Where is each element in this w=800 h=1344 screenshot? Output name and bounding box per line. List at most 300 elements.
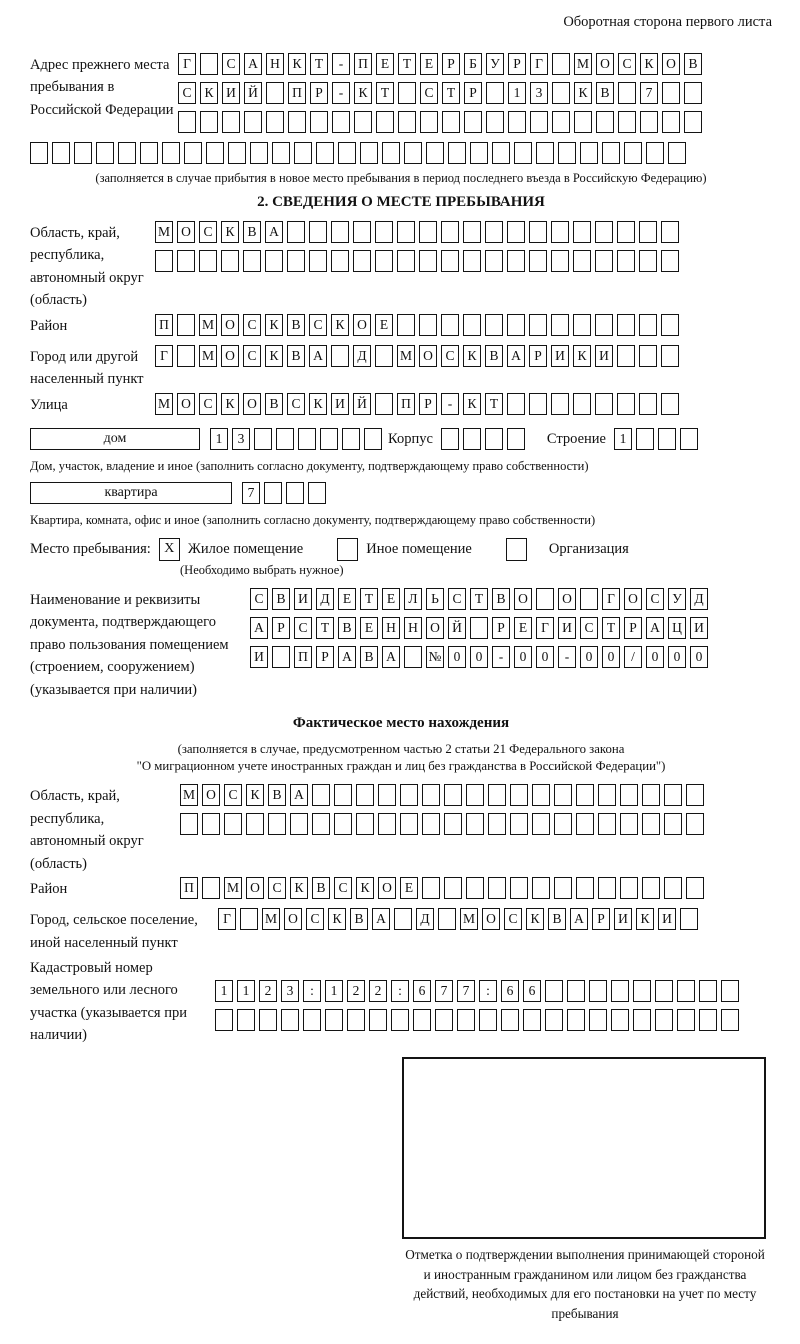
page-header-note: Оборотная сторона первого листа <box>563 14 772 30</box>
char-box <box>184 142 202 164</box>
region-row-1 <box>155 221 683 244</box>
actual-region-row-1 <box>180 784 708 807</box>
char-box: В <box>492 588 510 610</box>
char-box: / <box>624 646 642 668</box>
char-box: И <box>658 908 676 930</box>
char-box: М <box>199 345 217 367</box>
char-box: О <box>177 221 195 243</box>
char-box: К <box>328 908 346 930</box>
char-box: А <box>290 784 308 806</box>
char-box <box>244 111 262 133</box>
char-box: К <box>636 908 654 930</box>
char-box <box>250 142 268 164</box>
char-box <box>618 82 636 104</box>
char-box <box>639 314 657 336</box>
actual-location-note-1: (заполняется в случае, предусмотренном частью 2 статьи 21 Федерального закона <box>177 742 625 757</box>
stamp-box <box>402 1057 766 1239</box>
char-box: Ц <box>668 617 686 639</box>
char-box <box>266 82 284 104</box>
house-block <box>30 428 772 457</box>
char-box: : <box>479 980 497 1002</box>
char-box: Й <box>353 393 371 415</box>
char-box <box>215 1009 233 1031</box>
char-box <box>378 784 396 806</box>
char-box <box>272 142 290 164</box>
char-box <box>400 784 418 806</box>
char-box: К <box>574 82 592 104</box>
char-box: В <box>485 345 503 367</box>
char-box: Д <box>416 908 434 930</box>
char-box: И <box>614 908 632 930</box>
cadastre-row-2 <box>215 1009 743 1032</box>
document-block <box>30 588 772 701</box>
char-box: Е <box>375 314 393 336</box>
char-box <box>552 53 570 75</box>
char-box <box>334 813 352 835</box>
char-box <box>486 82 504 104</box>
char-box: Е <box>514 617 532 639</box>
char-box: Т <box>470 588 488 610</box>
document-row-1 <box>250 588 712 611</box>
char-box <box>200 111 218 133</box>
char-box <box>510 813 528 835</box>
char-box <box>486 111 504 133</box>
char-box <box>686 813 704 835</box>
char-box: К <box>356 877 374 899</box>
char-box: 7 <box>435 980 453 1002</box>
char-box: Д <box>353 345 371 367</box>
char-box: 1 <box>614 428 632 450</box>
char-box: В <box>338 617 356 639</box>
char-box <box>633 1009 651 1031</box>
char-box <box>686 877 704 899</box>
street-row <box>155 393 683 416</box>
char-box <box>375 345 393 367</box>
apartment-box-label: квартира <box>30 482 232 504</box>
char-box <box>558 142 576 164</box>
char-box <box>463 221 481 243</box>
char-box <box>338 142 356 164</box>
char-box <box>376 111 394 133</box>
char-box <box>552 111 570 133</box>
char-box: Р <box>442 53 460 75</box>
char-box <box>633 980 651 1002</box>
char-box <box>576 784 594 806</box>
document-row-2 <box>250 617 712 640</box>
char-box <box>364 428 382 450</box>
char-box: Г <box>602 588 620 610</box>
char-box <box>485 250 503 272</box>
char-box <box>529 250 547 272</box>
char-box <box>342 428 360 450</box>
char-box: 6 <box>501 980 519 1002</box>
char-box <box>457 1009 475 1031</box>
char-box: О <box>426 617 444 639</box>
char-box <box>620 813 638 835</box>
char-box <box>611 1009 629 1031</box>
char-box <box>640 111 658 133</box>
char-box: К <box>221 221 239 243</box>
char-box: А <box>646 617 664 639</box>
char-box <box>617 221 635 243</box>
stay-type-option-organization: Организация <box>548 540 629 557</box>
char-box: С <box>309 314 327 336</box>
char-box <box>611 980 629 1002</box>
char-box: Ь <box>426 588 444 610</box>
char-box: С <box>178 82 196 104</box>
char-box <box>162 142 180 164</box>
char-box <box>243 250 261 272</box>
char-box <box>686 784 704 806</box>
char-box <box>177 250 195 272</box>
char-box: Е <box>382 588 400 610</box>
char-box <box>331 250 349 272</box>
char-box <box>266 111 284 133</box>
char-box: 0 <box>602 646 620 668</box>
char-box <box>206 142 224 164</box>
char-box <box>529 393 547 415</box>
char-box: М <box>574 53 592 75</box>
char-box <box>589 1009 607 1031</box>
char-box: С <box>504 908 522 930</box>
char-box: А <box>265 221 283 243</box>
char-box <box>642 877 660 899</box>
char-box: В <box>312 877 330 899</box>
char-box <box>664 784 682 806</box>
char-box <box>646 142 664 164</box>
char-box <box>617 345 635 367</box>
char-box <box>422 877 440 899</box>
char-box: Т <box>376 82 394 104</box>
char-box: К <box>526 908 544 930</box>
char-box <box>532 784 550 806</box>
char-box <box>470 617 488 639</box>
char-box <box>118 142 136 164</box>
char-box <box>523 1009 541 1031</box>
char-box: П <box>294 646 312 668</box>
char-box: И <box>551 345 569 367</box>
char-box: Д <box>316 588 334 610</box>
char-box: О <box>662 53 680 75</box>
actual-city-block <box>30 908 772 954</box>
char-box: Р <box>529 345 547 367</box>
char-box: Г <box>155 345 173 367</box>
char-box: 1 <box>237 980 255 1002</box>
char-box <box>661 221 679 243</box>
char-box: В <box>684 53 702 75</box>
char-box: У <box>668 588 686 610</box>
char-box <box>52 142 70 164</box>
char-box <box>312 784 330 806</box>
char-box <box>699 980 717 1002</box>
char-box: П <box>155 314 173 336</box>
char-box <box>573 314 591 336</box>
char-box <box>580 588 598 610</box>
char-box: К <box>640 53 658 75</box>
char-box <box>398 111 416 133</box>
char-box <box>642 784 660 806</box>
char-box: С <box>306 908 324 930</box>
stay-type-option-other: Иное помещение <box>366 540 472 557</box>
char-box: Р <box>464 82 482 104</box>
char-box: К <box>200 82 218 104</box>
char-box <box>290 813 308 835</box>
char-box <box>510 784 528 806</box>
char-box <box>721 1009 739 1031</box>
char-box <box>441 250 459 272</box>
actual-region-row-2 <box>180 813 708 836</box>
char-box <box>466 877 484 899</box>
char-box <box>658 428 676 450</box>
char-box <box>488 877 506 899</box>
char-box <box>155 250 173 272</box>
prev-address-row-1 <box>178 53 706 76</box>
char-box: Н <box>382 617 400 639</box>
stay-type-checkbox-other <box>337 538 358 561</box>
char-box: А <box>338 646 356 668</box>
char-box <box>551 314 569 336</box>
char-box <box>639 345 657 367</box>
char-box <box>332 111 350 133</box>
char-box: 0 <box>580 646 598 668</box>
char-box <box>310 111 328 133</box>
char-box <box>661 393 679 415</box>
char-box <box>441 428 459 450</box>
char-box <box>573 250 591 272</box>
char-box: 3 <box>530 82 548 104</box>
char-box: Р <box>508 53 526 75</box>
char-box <box>303 1009 321 1031</box>
char-box <box>265 250 283 272</box>
char-box <box>554 877 572 899</box>
char-box <box>397 314 415 336</box>
char-box <box>397 221 415 243</box>
char-box <box>272 646 290 668</box>
char-box: В <box>360 646 378 668</box>
char-box: № <box>426 646 444 668</box>
char-box: Т <box>360 588 378 610</box>
char-box: И <box>222 82 240 104</box>
char-box <box>677 980 695 1002</box>
char-box: 6 <box>413 980 431 1002</box>
char-box <box>567 1009 585 1031</box>
char-box: С <box>224 784 242 806</box>
char-box <box>530 111 548 133</box>
char-box <box>551 393 569 415</box>
char-box: К <box>288 53 306 75</box>
char-box <box>536 588 554 610</box>
char-box: М <box>180 784 198 806</box>
char-box: О <box>482 908 500 930</box>
char-box <box>551 250 569 272</box>
char-box <box>419 250 437 272</box>
document-label: Наименование и реквизиты документа, подтверждающего право пользования помещением (строением, сооружением) (указывается при наличии) <box>30 591 229 698</box>
char-box <box>254 428 272 450</box>
char-box: Р <box>419 393 437 415</box>
stay-type-option-residential: Жилое помещение <box>187 540 304 557</box>
char-box <box>620 877 638 899</box>
section2-title: 2. СВЕДЕНИЯ О МЕСТЕ ПРЕБЫВАНИЯ <box>257 194 545 210</box>
char-box: Р <box>316 646 334 668</box>
char-box: А <box>382 646 400 668</box>
char-box <box>246 813 264 835</box>
city-row <box>155 345 683 368</box>
char-box: М <box>155 221 173 243</box>
char-box <box>360 142 378 164</box>
char-box <box>375 221 393 243</box>
stay-type-checkbox-residential: X <box>159 538 180 561</box>
char-box <box>662 82 680 104</box>
char-box: С <box>243 345 261 367</box>
region-label: Область, край, республика, автономный округ (область) <box>30 225 144 309</box>
char-box <box>331 221 349 243</box>
char-box <box>419 314 437 336</box>
char-box: 7 <box>640 82 658 104</box>
char-box: С <box>250 588 268 610</box>
char-box <box>391 1009 409 1031</box>
char-box: О <box>284 908 302 930</box>
stay-type-note: (Необходимо выбрать нужное) <box>180 562 344 577</box>
korpus-row <box>441 428 529 451</box>
char-box <box>598 813 616 835</box>
char-box: Р <box>272 617 290 639</box>
char-box <box>221 250 239 272</box>
actual-district-row <box>180 877 708 900</box>
char-box <box>312 813 330 835</box>
char-box: Т <box>398 53 416 75</box>
char-box: : <box>303 980 321 1002</box>
char-box <box>426 142 444 164</box>
actual-region-label: Область, край, республика, автономный округ (область) <box>30 788 144 872</box>
char-box: 7 <box>457 980 475 1002</box>
char-box: Д <box>690 588 708 610</box>
char-box: П <box>288 82 306 104</box>
actual-district-block <box>30 877 772 906</box>
char-box <box>677 1009 695 1031</box>
char-box <box>222 111 240 133</box>
char-box: 0 <box>668 646 686 668</box>
char-box: С <box>334 877 352 899</box>
actual-city-label: Город, сельское поселение, иной населенный пункт <box>30 912 198 951</box>
char-box <box>237 1009 255 1031</box>
char-box: Л <box>404 588 422 610</box>
char-box <box>529 221 547 243</box>
house-box-label: дом <box>30 428 200 450</box>
char-box <box>353 221 371 243</box>
char-box: С <box>243 314 261 336</box>
char-box: Е <box>376 53 394 75</box>
prev-address-label: Адрес прежнего места пребывания в Российской Федерации <box>30 57 174 118</box>
char-box <box>554 813 572 835</box>
char-box: С <box>199 393 217 415</box>
char-box <box>554 784 572 806</box>
stamp-caption: Отметка о подтверждении выполнения принимающей стороной и иностранным гражданином или лицом без гражданства действий, необходимых для его постановки на учет по месту пребывания <box>405 1246 765 1322</box>
char-box <box>551 221 569 243</box>
char-box <box>576 877 594 899</box>
char-box <box>639 393 657 415</box>
char-box <box>202 877 220 899</box>
char-box: О <box>221 345 239 367</box>
char-box: П <box>397 393 415 415</box>
char-box <box>259 1009 277 1031</box>
city-label: Город или другой населенный пункт <box>30 348 144 388</box>
char-box <box>589 980 607 1002</box>
char-box <box>438 908 456 930</box>
actual-location-note-2: "О миграционном учете иностранных граждан и лиц без гражданства в Российской Федерации") <box>136 759 666 774</box>
char-box: В <box>287 345 305 367</box>
char-box: 1 <box>210 428 228 450</box>
char-box: В <box>272 588 290 610</box>
char-box <box>140 142 158 164</box>
char-box: Г <box>530 53 548 75</box>
char-box: О <box>246 877 264 899</box>
char-box: - <box>558 646 576 668</box>
char-box <box>507 428 525 450</box>
char-box: К <box>309 393 327 415</box>
char-box <box>276 428 294 450</box>
char-box <box>178 111 196 133</box>
street-block <box>30 393 772 422</box>
char-box: Т <box>310 53 328 75</box>
actual-district-label: Район <box>30 881 68 898</box>
char-box <box>397 250 415 272</box>
char-box <box>441 314 459 336</box>
char-box: - <box>332 53 350 75</box>
char-box: М <box>262 908 280 930</box>
char-box <box>602 142 620 164</box>
char-box: М <box>155 393 173 415</box>
char-box <box>598 784 616 806</box>
char-box: - <box>492 646 510 668</box>
char-box: Р <box>492 617 510 639</box>
char-box <box>448 142 466 164</box>
char-box <box>354 111 372 133</box>
char-box: 0 <box>470 646 488 668</box>
char-box <box>398 82 416 104</box>
char-box <box>404 646 422 668</box>
char-box: Т <box>442 82 460 104</box>
char-box <box>224 813 242 835</box>
char-box <box>636 428 654 450</box>
char-box <box>617 393 635 415</box>
char-box <box>382 142 400 164</box>
char-box <box>200 53 218 75</box>
char-box <box>286 482 304 504</box>
char-box <box>492 142 510 164</box>
char-box: : <box>391 980 409 1002</box>
char-box <box>240 908 258 930</box>
char-box <box>668 142 686 164</box>
char-box: 0 <box>514 646 532 668</box>
stay-type-block <box>30 538 772 561</box>
char-box <box>353 250 371 272</box>
region-block <box>30 221 772 312</box>
char-box: К <box>246 784 264 806</box>
char-box: А <box>250 617 268 639</box>
char-box <box>356 813 374 835</box>
char-box: С <box>222 53 240 75</box>
cadastre-block <box>30 956 772 1047</box>
char-box <box>466 784 484 806</box>
char-box <box>287 250 305 272</box>
char-box <box>309 221 327 243</box>
char-box: 0 <box>448 646 466 668</box>
district-row <box>155 314 683 337</box>
char-box <box>264 482 282 504</box>
char-box <box>422 784 440 806</box>
char-box: С <box>420 82 438 104</box>
char-box <box>508 111 526 133</box>
